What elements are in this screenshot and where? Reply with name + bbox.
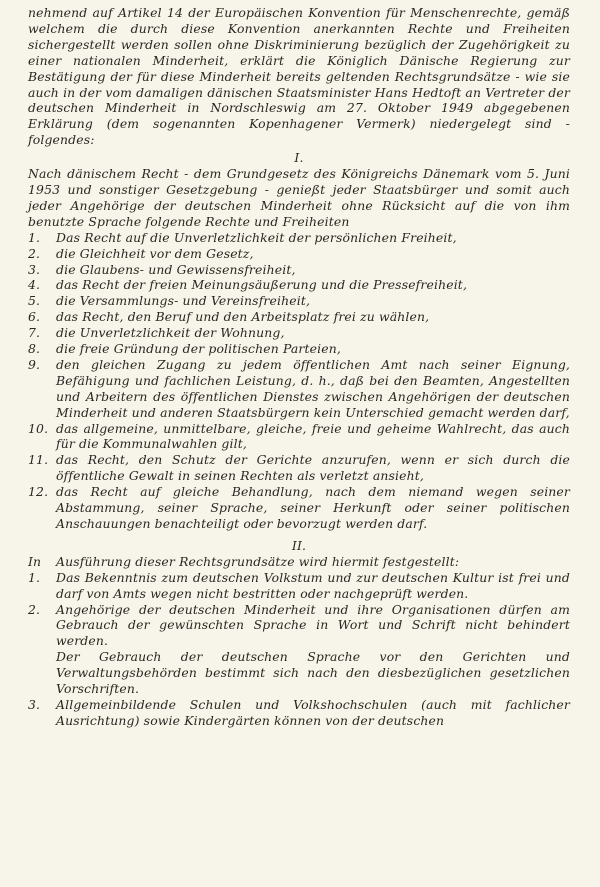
- list-item: [28, 293, 570, 309]
- item-text: das Recht der freien Meinungsäußerung und die Pressefreiheit,: [56, 277, 468, 293]
- section-1-list: [28, 230, 570, 532]
- list-item: [28, 452, 570, 484]
- list-item: [28, 484, 570, 532]
- list-item: [28, 277, 570, 293]
- list-item: [28, 309, 570, 325]
- item-text: die Glaubens- und Gewissensfreiheit,: [56, 261, 296, 277]
- item-number: 9.: [28, 356, 41, 372]
- item-number: 1.: [28, 229, 41, 245]
- list-item: [28, 341, 570, 357]
- item-body: [56, 602, 570, 697]
- item-text: Das Recht auf die Unverletzlichkeit der persönlichen Freiheit,: [56, 229, 457, 245]
- list-item: [28, 325, 570, 341]
- lead-text: Ausführung dieser Rechtsgrundsätze wird hiermit festgestellt:: [56, 553, 460, 569]
- item-number: 2.: [28, 245, 41, 261]
- list-item: [28, 570, 570, 602]
- list-item: [28, 230, 570, 246]
- item-text: die Unverletzlichkeit der Wohnung,: [56, 325, 285, 341]
- item-number: 3.: [28, 696, 41, 712]
- section-1-lead: Nach dänischem Recht - dem Grundgesetz des Königreichs Dänemark vom 5. Juni 1953 und sonstiger Gesetzgebung - genießt jeder Staatsbürger und somit auch jeder Angehörige der deutschen Minderheit ohne Rücksicht auf die von ihm benutzte Sprache folgende Rechte und Freiheiten: [28, 166, 570, 229]
- list-item: [28, 262, 570, 278]
- list-item: [28, 602, 570, 697]
- item-number: 12.: [28, 484, 49, 500]
- item-text: das Recht auf gleiche Behandlung, nach dem niemand wegen seiner Abstammung, seiner Sprache, seiner Herkunft oder seiner politischen Anschauungen benachteiligt oder bevorzugt werden darf.: [56, 484, 570, 531]
- item-text: Das Bekenntnis zum deutschen Volkstum und zur deutschen Kultur ist frei und darf von Amts wegen nicht bestritten oder nachgeprüft werden.: [56, 569, 570, 601]
- list-item: [28, 697, 570, 729]
- item-text: Allgemeinbildende Schulen und Volkshochschulen (auch mit fachlicher Ausrichtung) sowie Kindergärten können von der deutschen: [56, 696, 570, 728]
- item-text: den gleichen Zugang zu jedem öffentlichen Amt nach seiner Eignung, Befähigung und fachlichen Leistung, d. h., daß bei den Beamten, Angestellten und Arbeitern des öffentlichen Dienstes zwischen Angehörigen der deutschen Minderheit und anderen Staatsbürgern kein Unterschied gemacht werden darf,: [56, 356, 570, 420]
- item-text: das Recht, den Beruf und den Arbeitsplatz frei zu wählen,: [56, 309, 430, 325]
- item-number: 5.: [28, 293, 41, 309]
- item-text: Angehörige der deutschen Minderheit und ihre Organisationen dürfen am Gebrauch der gewünschten Sprache in Wort und Schrift nicht behindert werden.: [56, 601, 570, 649]
- lead-prefix: In: [28, 553, 42, 569]
- section-2-list: [28, 570, 570, 729]
- section-2-lead: [28, 554, 570, 570]
- item-number: 10.: [28, 420, 49, 436]
- section-1-heading: I.: [294, 150, 304, 166]
- item-text: das allgemeine, unmittelbare, gleiche, freie und geheime Wahlrecht, das auch für die Kommunalwahlen gilt,: [56, 420, 570, 452]
- list-item: [28, 246, 570, 262]
- item-text: die Gleichheit vor dem Gesetz,: [56, 245, 254, 261]
- item-number: 1.: [28, 569, 41, 585]
- item-text: das Recht, den Schutz der Gerichte anzurufen, wenn er sich durch die öffentliche Gewalt in seinen Rechten als verletzt ansieht,: [56, 452, 570, 484]
- section-2-heading: II.: [291, 537, 307, 553]
- item-number: 11.: [28, 452, 49, 468]
- item-number: 8.: [28, 341, 41, 357]
- list-item: [28, 421, 570, 453]
- list-item: [28, 357, 570, 421]
- item-text-extra: Der Gebrauch der deutschen Sprache vor den Gerichten und Verwaltungsbehörden bestimmt sich nach den diesbezüglichen gesetzlichen Vorschriften.: [56, 649, 570, 697]
- item-number: 7.: [28, 325, 41, 341]
- item-number: 6.: [28, 309, 41, 325]
- item-number: 2.: [28, 601, 41, 617]
- item-text: die Versammlungs- und Vereinsfreiheit,: [56, 293, 311, 309]
- item-number: 4.: [28, 277, 41, 293]
- item-text: die freie Gründung der politischen Parteien,: [56, 341, 341, 357]
- item-number: 3.: [28, 261, 41, 277]
- intro-paragraph: nehmend auf Artikel 14 der Europäischen Konvention für Menschenrechte, gemäß welchem die durch diese Konvention anerkannten Rechte und Freiheiten sichergestellt werden sollen ohne Diskriminierung bezüglich der Zugehörigkeit zu einer nationalen Minderheit, erklärt die Königlich Dänische Regierung zur Bestätigung der für diese Minderheit bereits geltenden Rechtsgrundsätze - wie sie auch in der vom damaligen dänischen Staatsminister Hans Hedtoft an Vertreter der deutschen Minderheit in Nordschleswig am 27. Oktober 1949 abgegebenen Erklärung (dem sogenannten Kopenhagener Vermerk) niedergelegt sind - folgendes:: [28, 5, 570, 148]
